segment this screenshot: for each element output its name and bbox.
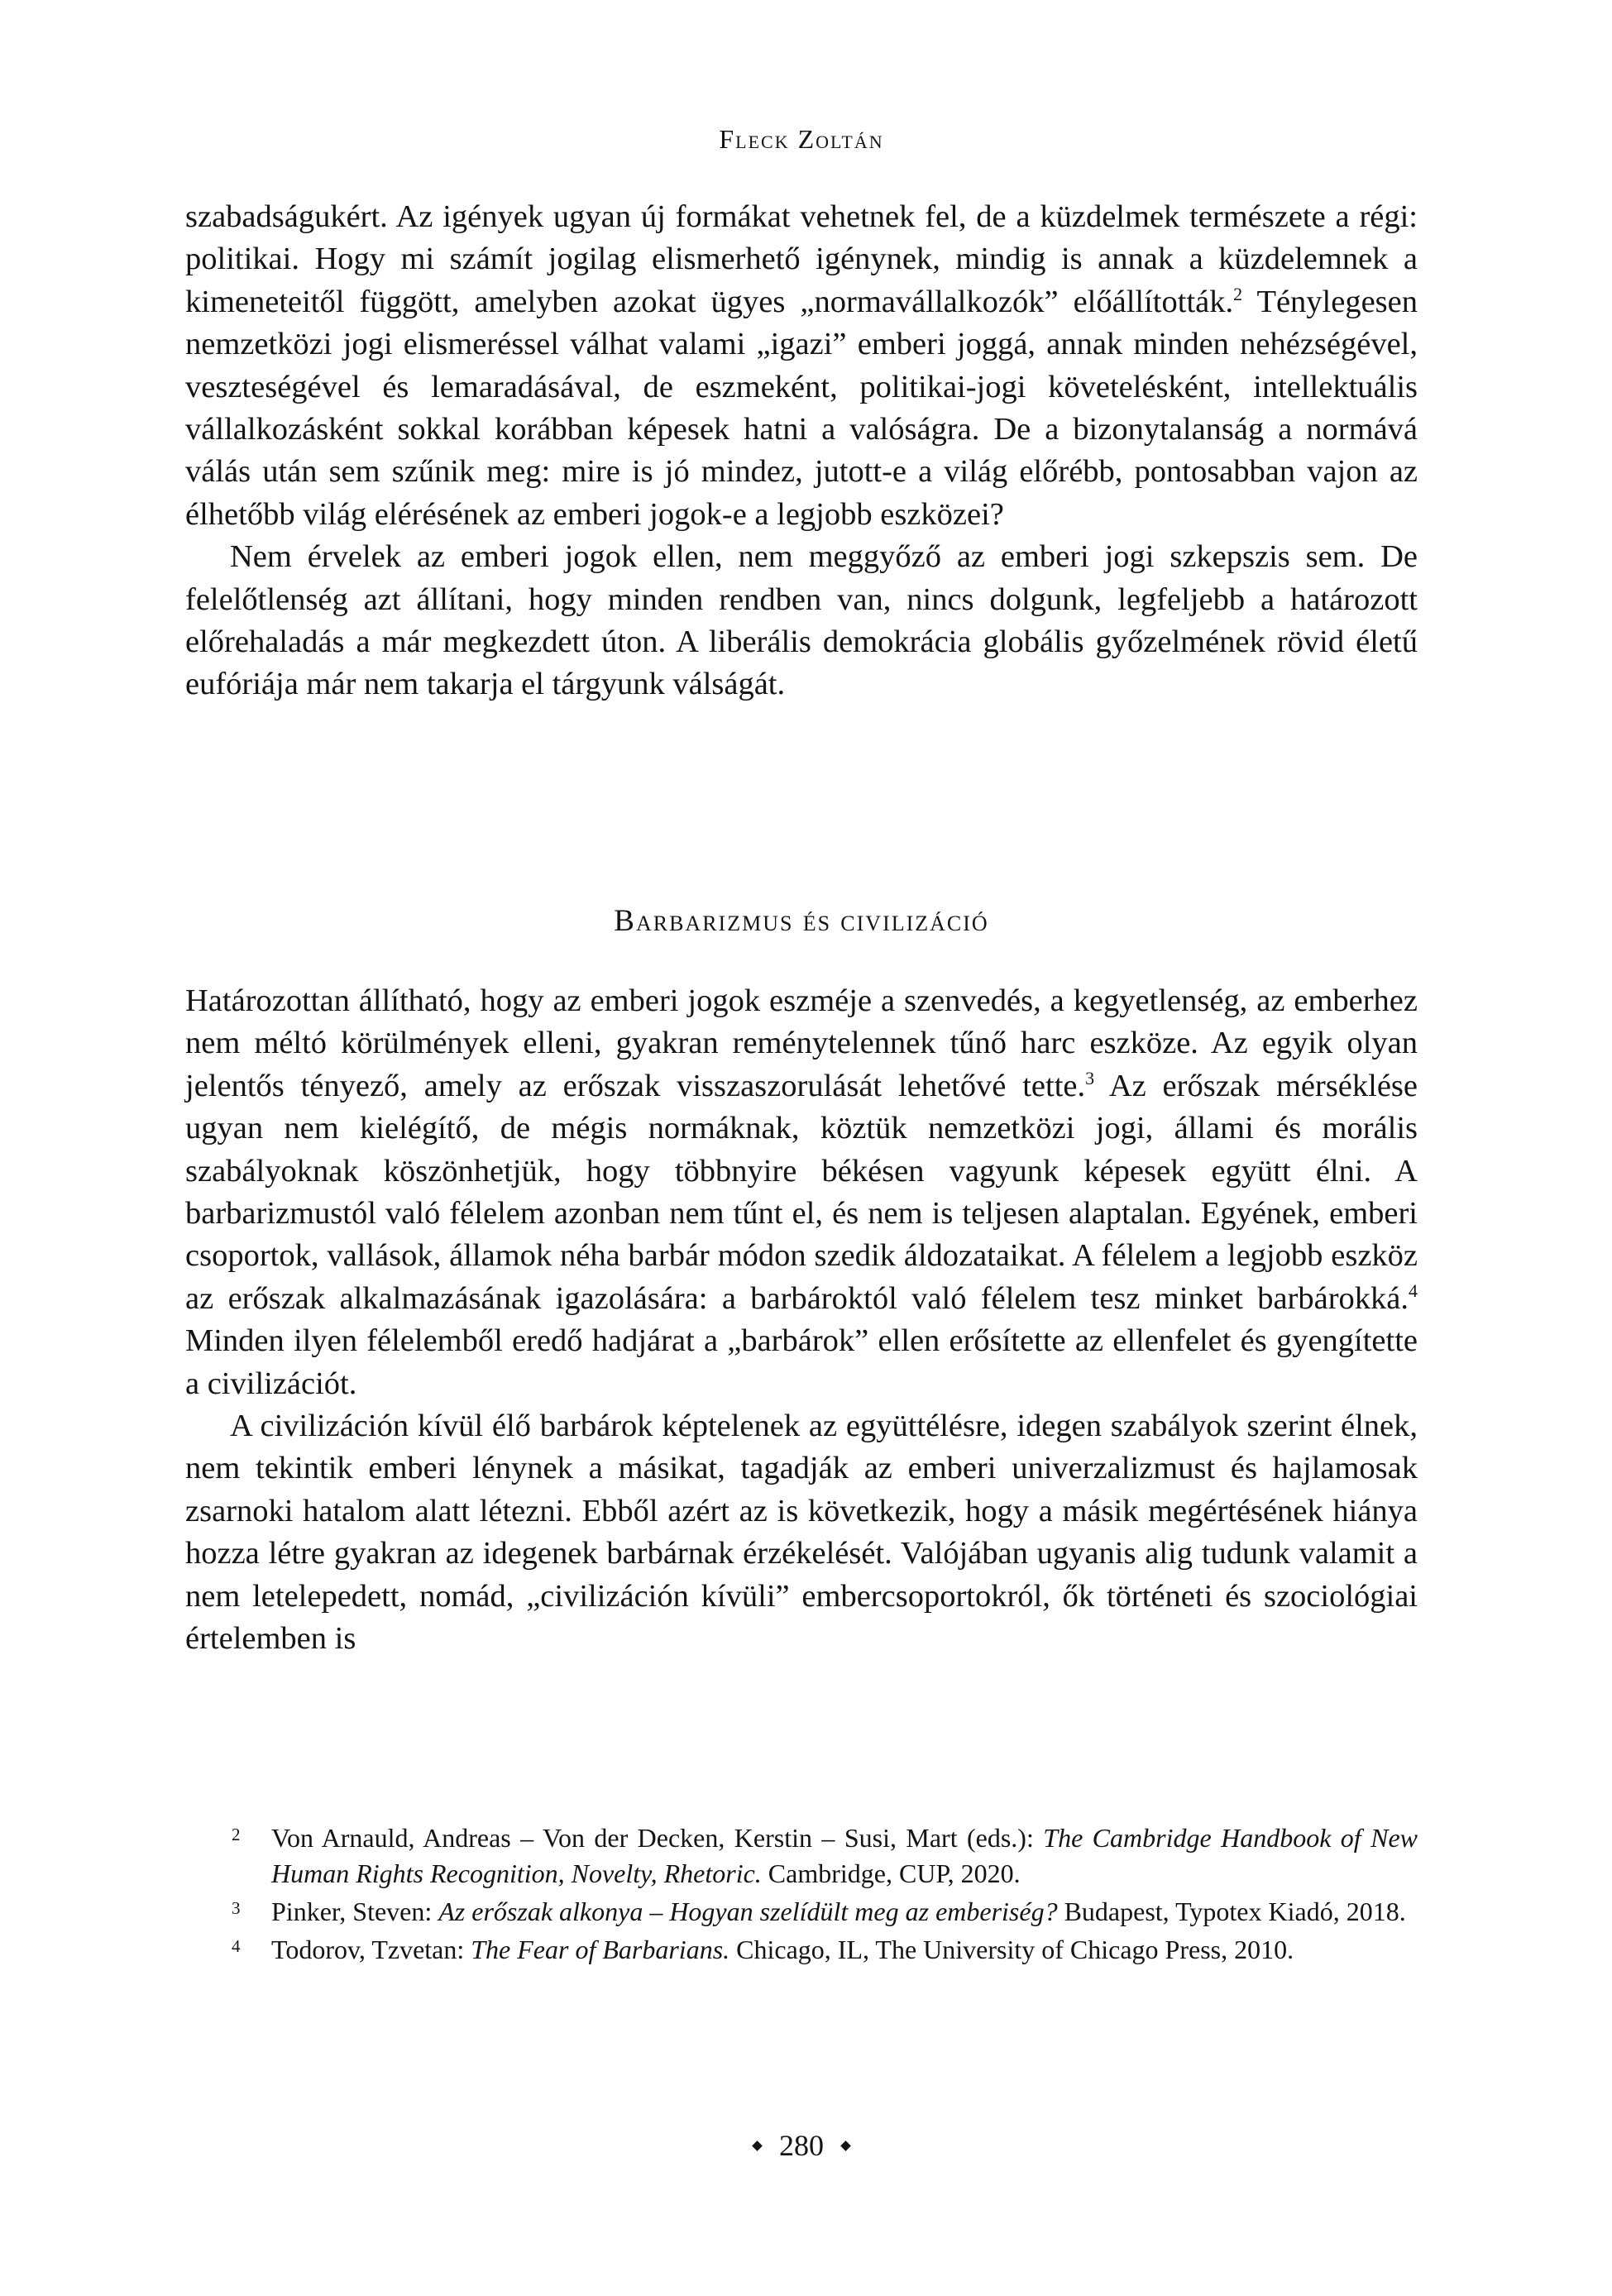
footnote-reference[interactable]: 4 bbox=[1409, 1280, 1418, 1301]
footnote-reference[interactable]: 2 bbox=[1233, 283, 1243, 304]
footnote bbox=[185, 1820, 1418, 1892]
footnote-text: Todorov, Tzvetan: The Fear of Barbarians. Chicago, IL, The University of Chicago Press, 2010. bbox=[271, 1935, 1294, 1964]
paragraph: Határozottan állítható, hogy az emberi jogok eszméje a szenvedés, a kegyetlenség, az emberhez nem méltó körülmények elleni, gyakran reménytelennek tűnő harc eszköze. Az egyik olyan jelentős tényező, amely az erőszak visszaszorulását lehetővé tette.$^3$ Az erőszak mérséklése ugyan nem kielégítő, de mégis normáknak, köztük nemzetközi jogi, állami és morális szabályoknak köszönhetjük, hogy többnyire békésen vagyunk képesek együtt élni. A barbarizmustól való félelem azonban nem tűnt el, és nem is teljesen alaptalan. Egyének, emberi csoportok, vallások, államok néha barbár módon szedik áldozataikat. A félelem a legjobb eszköz az erőszak alkalmazásának igazolására: a barbároktól való félelem tesz minket barbárokká.$^4$ Minden ilyen félelemből eredő hadjárat a „barbárok” ellen erősítette az ellenfelet és gyengítette a civilizációt. bbox=[185, 983, 1418, 1401]
diamond-ornament-icon bbox=[840, 2141, 851, 2151]
footnotes bbox=[185, 1820, 1418, 1968]
diamond-ornament-icon bbox=[752, 2141, 763, 2151]
cited-title: Az erőszak alkonya – Hogyan szelídült meg az emberiség? bbox=[438, 1897, 1058, 1926]
running-head: Fleck Zoltán bbox=[719, 124, 884, 154]
paragraph: Nem érvelek az emberi jogok ellen, nem meggyőző az emberi jogi szkepszis sem. De felelőtlenség azt állítani, hogy minden rendben van, nincs dolgunk, legfeljebb a határozott előrehaladás a már megkezdett úton. A liberális demokrácia globális győzelmének rövid életű eufóriája már nem takarja el tárgyunk válságát. bbox=[185, 539, 1418, 702]
footnote bbox=[185, 1932, 1418, 1968]
footnote bbox=[185, 1894, 1418, 1930]
page-number: 280 bbox=[779, 2129, 824, 2162]
footnote-text: Von Arnauld, Andreas – Von der Decken, Kerstin – Susi, Mart (eds.): The Cambridge Handbook of New Human Rights Recognition, Novelty, Rhetoric. Cambridge, CUP, 2020. bbox=[271, 1823, 1418, 1888]
paragraph: A civilizáción kívül élő barbárok képtelenek az együttélésre, idegen szabályok szerint élnek, nem tekintik emberi lénynek a másikat, tagadják az emberi univerzalizmust és hajlamosak zsarnoki hatalom alatt létezni. Ebből azért az is következik, hogy a másik megértésének hiánya hozza létre gyakran az idegenek barbárnak érzékelését. Valójában ugyanis alig tudunk valamit a nem letelepedett, nomád, „civilizáción kívüli” embercsoportokról, ők történeti és szociológiai értelemben is bbox=[185, 1409, 1418, 1657]
page-number-footer bbox=[185, 2127, 1418, 2164]
body-text-section-2 bbox=[185, 980, 1418, 1661]
paragraph: szabadságukért. Az igények ugyan új formákat vehetnek fel, de a küzdelmek természete a régi: politikai. Hogy mi számít jogilag elismerhető igénynek, mindig is annak a küzdelemnek a kimeneteitől függött, amelyben azokat ügyes „normavállalkozók” előállították.$^2$ Ténylegesen nemzetközi jogi elismeréssel válhat valami „igazi” emberi joggá, annak minden nehézségével, veszteségével és lemaradásával, de eszmeként, politikai-jogi követelésként, intellektuális vállalkozásként sokkal korábban képesek hatni a valóságra. De a bizonytalanság a normává válás után sem szűnik meg: mire is jó mindez, jutott-e a világ előrébb, pontosabban vajon az élhetőbb világ elérésének az emberi jogok-e a legjobb eszközei? bbox=[185, 199, 1418, 532]
cited-title: The Fear of Barbarians. bbox=[471, 1935, 730, 1964]
footnote-number: 4 bbox=[232, 1936, 241, 1956]
body-text-section-1 bbox=[185, 196, 1418, 706]
footnote-number: 3 bbox=[232, 1898, 241, 1918]
footnote-reference[interactable]: 3 bbox=[1085, 1067, 1095, 1088]
cited-title: The Cambridge Handbook of New Human Rights Recognition, Novelty, Rhetoric. bbox=[271, 1823, 1418, 1888]
footnote-text: Pinker, Steven: Az erőszak alkonya – Hogyan szelídült meg az emberiség? Budapest, Typotex Kiadó, 2018. bbox=[271, 1897, 1406, 1926]
section-heading: Barbarizmus és civilizáció bbox=[614, 904, 989, 938]
footnote-number: 2 bbox=[232, 1825, 241, 1844]
